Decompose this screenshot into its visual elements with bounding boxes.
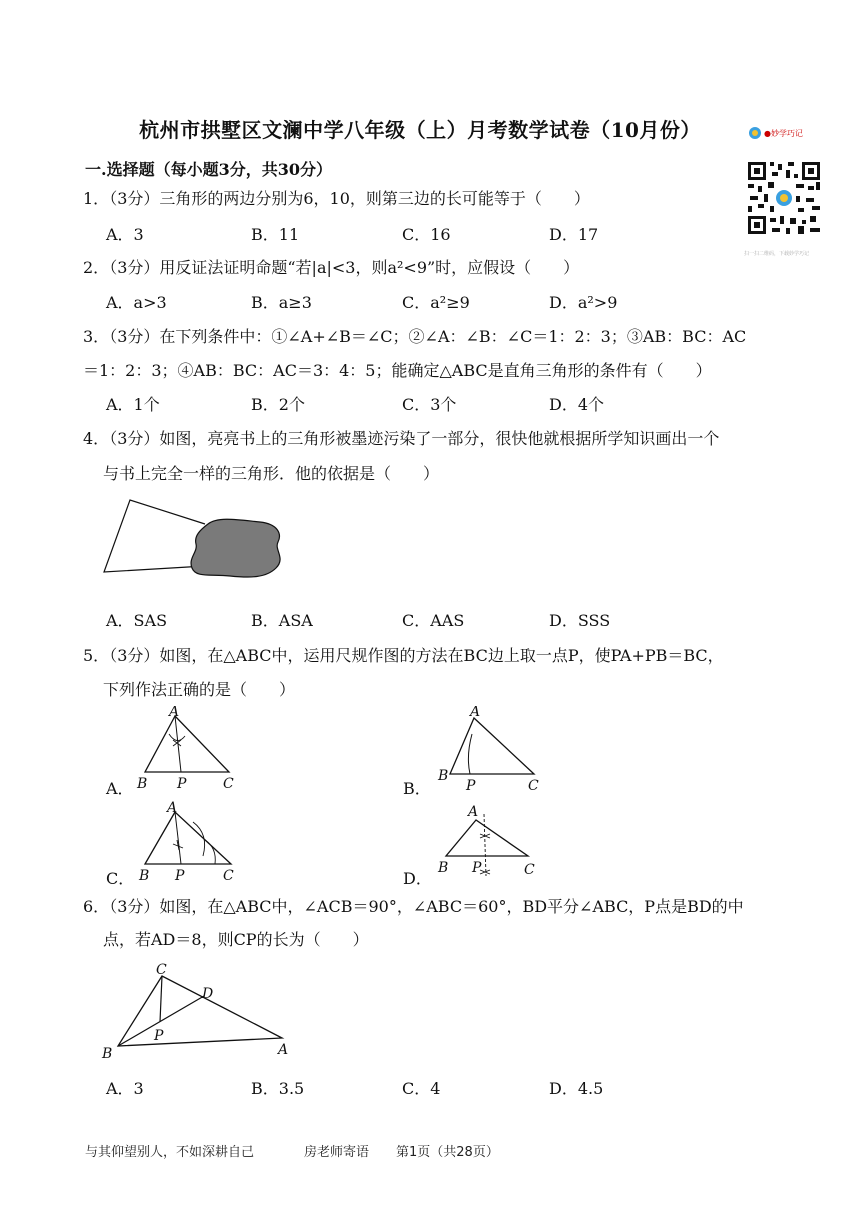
app-logo-icon — [748, 126, 762, 140]
option-a[interactable]: A．1个 — [106, 395, 160, 414]
question-5 — [83, 645, 724, 667]
label-a: A — [167, 800, 178, 816]
question-text: （3分）三角形的两边分别为6，10，则第三边的长可能等于（ ） — [109, 189, 590, 208]
option-d[interactable]: D． — [403, 869, 432, 888]
label-c: C — [524, 862, 535, 878]
segment-cp — [160, 976, 162, 1022]
option-b[interactable]: B．3.5 — [251, 1079, 305, 1098]
question-6-options — [106, 1078, 726, 1100]
option-d[interactable]: D．17 — [549, 225, 599, 244]
option-b[interactable]: B． — [403, 779, 431, 798]
option-a[interactable]: A．3 — [106, 1079, 144, 1098]
question-number: 5． — [83, 646, 110, 665]
triangle-edges — [104, 500, 205, 572]
footer-page-number: 第1页（共28页） — [396, 1145, 499, 1160]
option-b[interactable]: B．a≥3 — [251, 293, 312, 312]
footer-author: 房老师寄语 — [304, 1145, 370, 1160]
option-d-figure — [432, 800, 544, 886]
question-3-options — [106, 394, 726, 416]
triangle — [145, 716, 229, 772]
arc-mark — [193, 822, 205, 856]
construction-line — [175, 812, 181, 864]
option-d[interactable]: D．4.5 — [549, 1079, 604, 1098]
question-4-options — [106, 610, 726, 632]
question-number: 4． — [83, 429, 110, 448]
label-p: P — [472, 860, 482, 876]
perpendicular-bisector — [484, 814, 486, 876]
question-text: （3分）在下列条件中：①∠A+∠B＝∠C；②∠A：∠B：∠C＝1：2：3；③AB：BC：AC — [109, 327, 747, 346]
question-1 — [83, 188, 590, 210]
option-a[interactable]: A．3 — [106, 225, 144, 244]
section-heading: 一.选择题（每小题3分，共30分） — [85, 160, 332, 179]
label-p: P — [177, 776, 187, 792]
label-b: B — [137, 776, 148, 792]
question-number: 6． — [83, 897, 110, 916]
question-text: （3分）如图，在△ABC中，∠ACB＝90°，∠ABC＝60°，BD平分∠ABC，P点是BD的中 — [109, 897, 744, 916]
option-c[interactable]: C．16 — [402, 225, 451, 244]
question-4-line-2: 与书上完全一样的三角形．他的依据是（ ） — [103, 464, 440, 483]
footer-motto: 与其仰望别人，不如深耕自己 — [85, 1145, 255, 1160]
arc-mark — [468, 734, 472, 774]
question-3-line-2: ＝1：2：3；④AB：BC：AC＝3：4：5；能确定△ABC是直角三角形的条件有（ ） — [83, 361, 712, 380]
question-2 — [83, 257, 579, 279]
question-6-figure — [100, 962, 300, 1062]
option-c[interactable]: C．a²≥9 — [402, 293, 470, 312]
label-a: A — [468, 804, 479, 820]
ink-blot — [191, 519, 280, 577]
label-a: A — [470, 706, 481, 720]
question-number: 2． — [83, 258, 110, 277]
question-text: （3分）如图，在△ABC中，运用尺规作图的方法在BC边上取一点P，使PA+PB＝BC， — [109, 646, 724, 665]
option-a[interactable]: A． — [106, 779, 134, 798]
arc-mark — [480, 870, 490, 874]
triangle — [446, 820, 528, 856]
triangle — [450, 718, 534, 774]
question-number: 3． — [83, 327, 110, 346]
qr-code-panel[interactable] — [744, 124, 824, 264]
option-c[interactable]: C． — [106, 869, 135, 888]
option-a[interactable]: A．a>3 — [106, 293, 167, 312]
page-title: 杭州市拱墅区文澜中学八年级（上）月考数学试卷（10月份） — [139, 118, 701, 142]
question-text: （3分）如图，亮亮书上的三角形被墨迹污染了一部分，很快他就根据所学知识画出一个 — [109, 429, 720, 448]
question-6-line-2: 点，若AD＝8，则CP的长为（ ） — [103, 930, 369, 949]
label-b: B — [438, 768, 449, 784]
label-c: C — [156, 962, 167, 978]
option-d[interactable]: D．a²>9 — [549, 293, 618, 312]
label-b: B — [102, 1046, 113, 1062]
label-a: A — [278, 1042, 289, 1058]
label-p: P — [175, 868, 185, 884]
question-2-options — [106, 292, 726, 314]
option-c[interactable]: C．3个 — [402, 395, 457, 414]
question-1-options — [106, 224, 726, 246]
option-b-figure — [432, 706, 544, 798]
label-a: A — [169, 706, 180, 720]
option-b[interactable]: B．ASA — [251, 611, 313, 630]
option-a-figure — [135, 706, 245, 798]
question-5-line-2: 下列作法正确的是（ ） — [103, 680, 296, 699]
label-c: C — [223, 776, 234, 792]
label-c: C — [528, 778, 539, 794]
option-b[interactable]: B．2个 — [251, 395, 305, 414]
option-b[interactable]: B．11 — [251, 225, 300, 244]
label-b: B — [438, 860, 449, 876]
question-number: 1． — [83, 189, 110, 208]
question-text: （3分）用反证法证明命题“若|a|<3，则a²<9”时，应假设（ ） — [109, 258, 580, 277]
ink-stained-triangle-figure — [100, 494, 290, 584]
label-c: C — [223, 868, 234, 884]
option-d[interactable]: D．SSS — [549, 611, 611, 630]
arc-mark — [205, 840, 215, 864]
question-6 — [83, 896, 744, 918]
triangle — [145, 812, 231, 864]
question-4 — [83, 428, 719, 450]
label-p: P — [466, 778, 476, 794]
qr-brand-label: ●妙学巧记 — [764, 129, 803, 138]
qr-code-icon — [746, 160, 822, 236]
option-d[interactable]: D．4个 — [549, 395, 605, 414]
option-c-figure — [135, 800, 247, 886]
qr-hint-text: 扫一扫二维码，下载妙学巧记 — [744, 251, 810, 257]
question-3 — [83, 326, 746, 348]
option-c[interactable]: C．4 — [402, 1079, 441, 1098]
label-p: P — [154, 1028, 164, 1044]
label-b: B — [139, 868, 150, 884]
triangle — [118, 976, 282, 1046]
option-c[interactable]: C．AAS — [402, 611, 465, 630]
label-d: D — [202, 986, 214, 1002]
option-a[interactable]: A．SAS — [106, 611, 168, 630]
